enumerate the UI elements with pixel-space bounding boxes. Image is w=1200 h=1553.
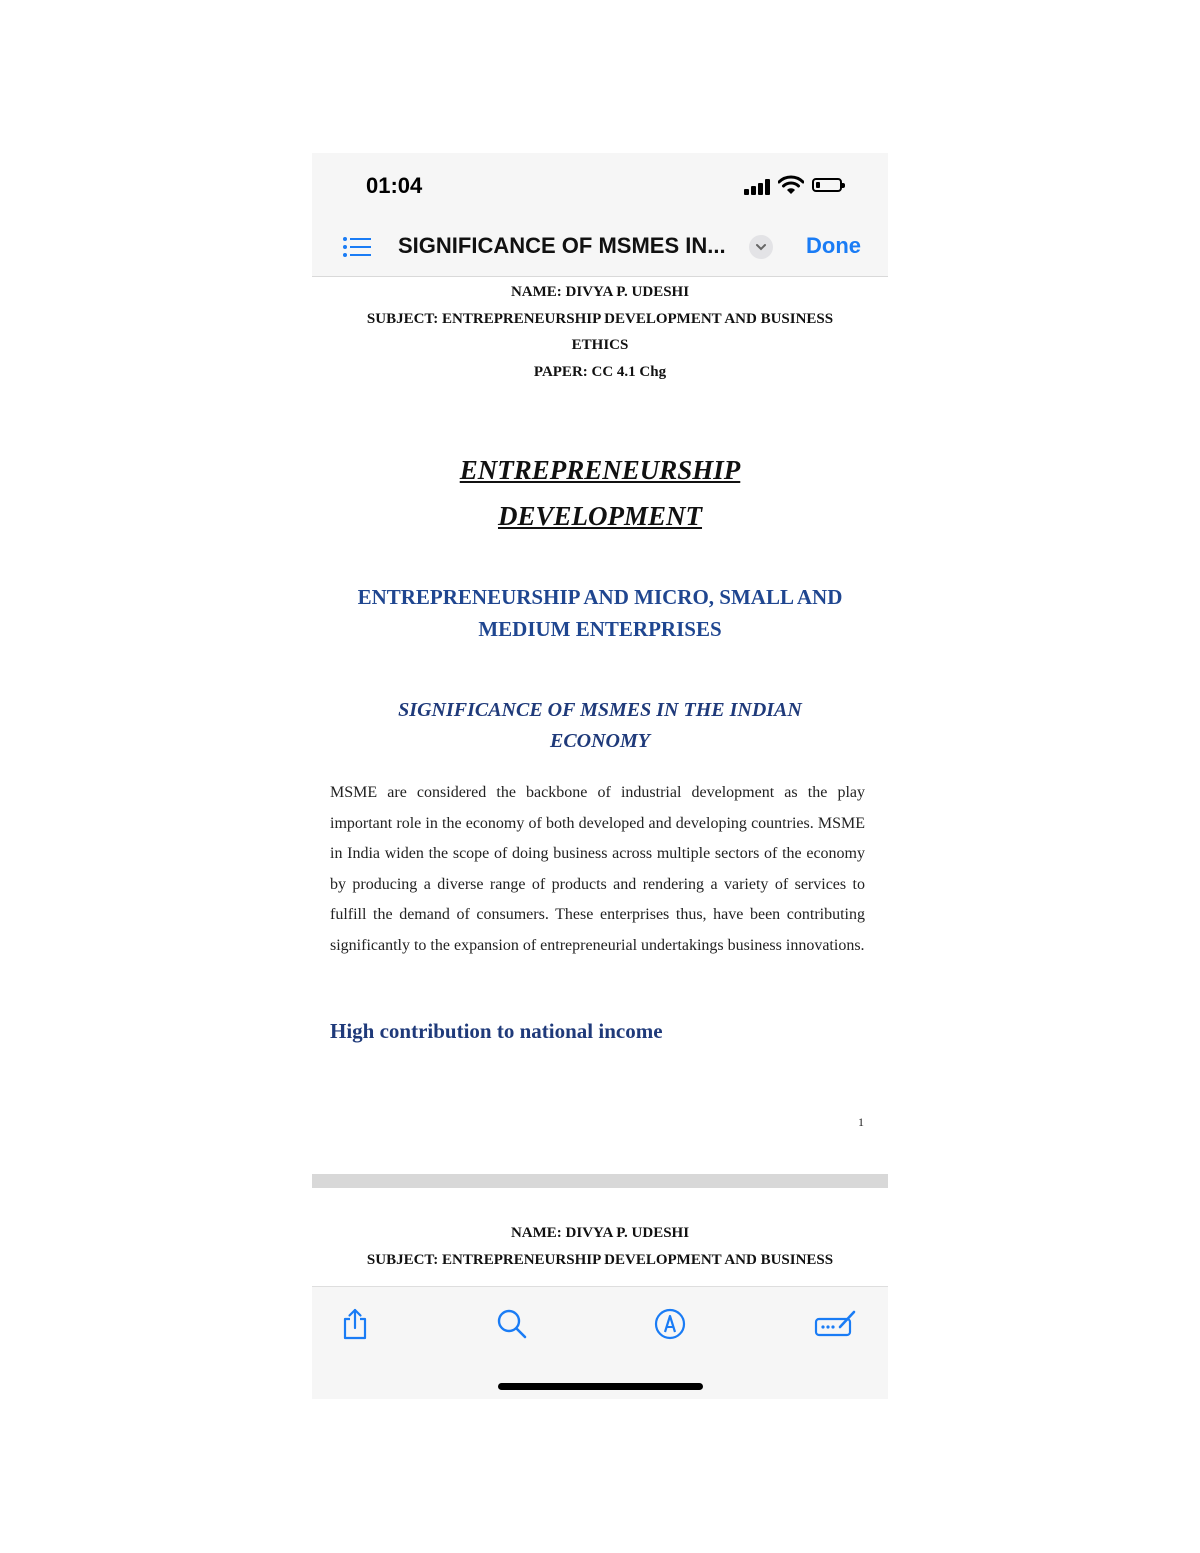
page-separator: [312, 1174, 888, 1188]
header-name: NAME: DIVYA P. UDESHI: [510, 284, 690, 300]
document-page-2: [312, 1188, 888, 1298]
search-icon[interactable]: [495, 1307, 529, 1341]
section-heading-line1: ENTREPRENEURSHIP AND MICRO, SMALL AND: [357, 585, 843, 609]
document-title[interactable]: SIGNIFICANCE OF MSMES IN...: [398, 233, 726, 258]
nav-bar: [312, 225, 888, 269]
status-icons: [744, 175, 854, 197]
header-subject-cont: ETHICS: [571, 337, 629, 353]
header-subject: SUBJECT: ENTREPRENEURSHIP DEVELOPMENT AND BUSINESS: [366, 311, 834, 327]
markup-icon[interactable]: [653, 1307, 687, 1341]
form-fill-icon[interactable]: [814, 1307, 858, 1341]
cellular-signal-icon: [744, 179, 772, 195]
body-paragraph: MSME are considered the backbone of industrial development as the play important role in the economy of both developed and developing countries. MSME in India widen the scope of doing business across multiple sectors of the economy by producing a diverse range of products and rendering a variety of services to fulfill the demand of consumers. These enterprises thus, have been contributing significantly to the expansion of entrepreneurial undertakings business innovations.: [330, 784, 865, 954]
header-paper: PAPER: CC 4.1 Chg: [533, 364, 667, 380]
top-chrome: [312, 153, 888, 277]
header-name: NAME: DIVYA P. UDESHI: [510, 1225, 690, 1241]
chevron-down-icon[interactable]: [749, 235, 773, 259]
phone-screen: [312, 153, 888, 1399]
italic-heading-line1: SIGNIFICANCE OF MSMES IN THE INDIAN: [398, 699, 802, 721]
bottom-toolbar: [312, 1286, 888, 1399]
section-heading-line2: MEDIUM ENTERPRISES: [478, 617, 722, 641]
status-time: 01:04: [366, 173, 423, 198]
italic-heading-line2: ECONOMY: [549, 730, 650, 752]
outline-list-icon[interactable]: [342, 235, 372, 259]
header-subject: SUBJECT: ENTREPRENEURSHIP DEVELOPMENT AND BUSINESS: [366, 1252, 834, 1268]
battery-icon: [812, 178, 842, 192]
main-title-line1: ENTREPRENEURSHIP: [459, 455, 741, 485]
done-button[interactable]: Done: [806, 233, 861, 258]
share-icon[interactable]: [338, 1307, 372, 1341]
main-title-line2: DEVELOPMENT: [497, 501, 703, 531]
home-indicator[interactable]: [498, 1383, 703, 1390]
page-number: 1: [858, 1115, 864, 1129]
wifi-icon: [778, 175, 804, 195]
sub-heading: High contribution to national income: [330, 1019, 663, 1043]
document-page-1: [312, 277, 888, 1174]
